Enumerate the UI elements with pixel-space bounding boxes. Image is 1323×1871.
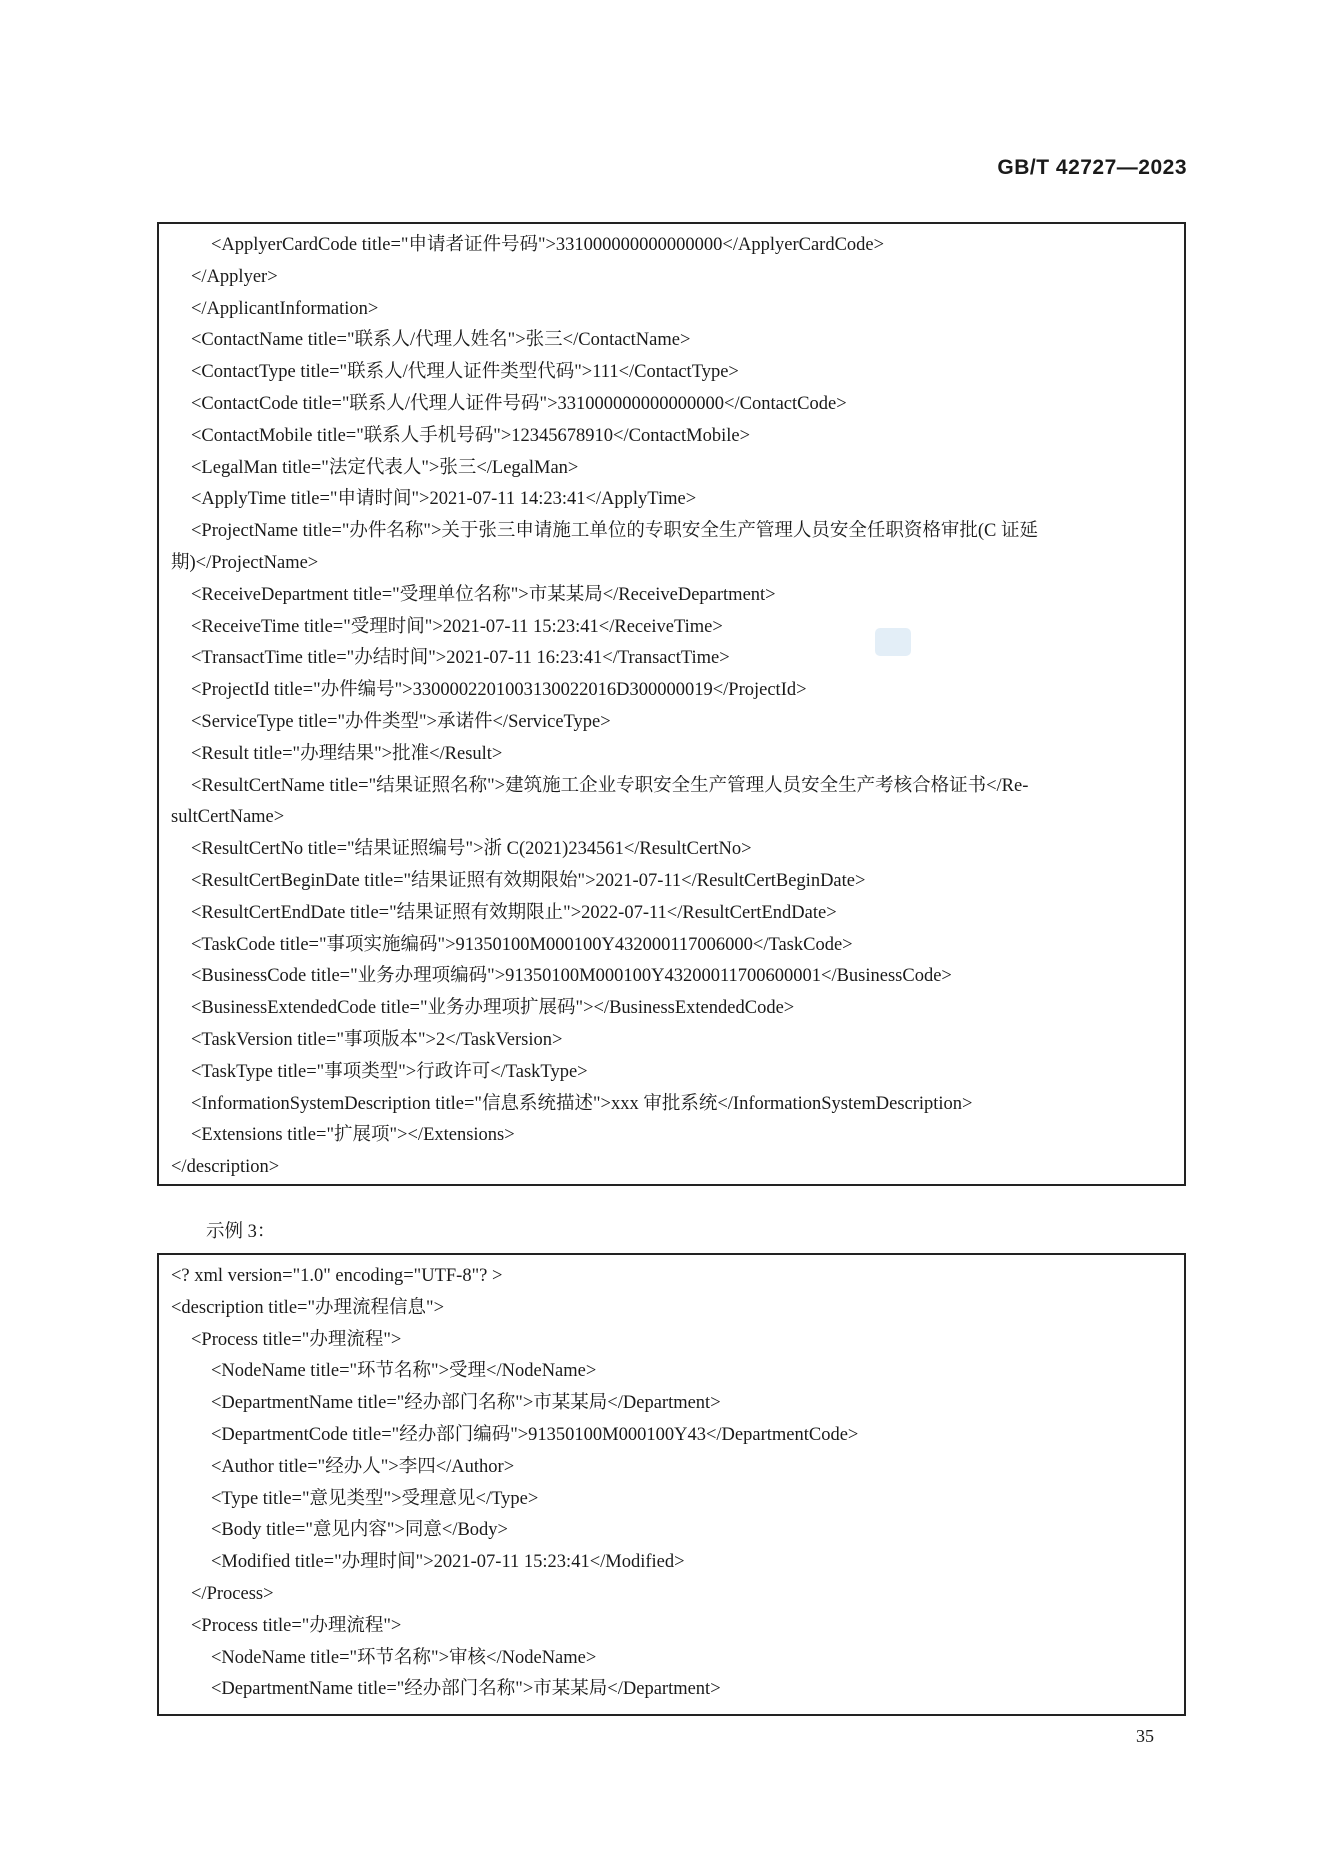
code-line: <Process title="办理流程"> bbox=[191, 1615, 402, 1636]
code-line: <ApplyerCardCode title="申请者证件号码">331000000000000000</ApplyerCardCode> bbox=[211, 235, 885, 255]
code-line: <ResultCertBeginDate title="结果证照有效期限始">2021-07-11</ResultCertBeginDate> bbox=[191, 870, 866, 891]
page-number: 35 bbox=[1136, 1726, 1154, 1746]
code-line: </Applyer> bbox=[191, 266, 278, 287]
code-line: <Process title="办理流程"> bbox=[191, 1329, 402, 1350]
code-line: </description> bbox=[171, 1157, 280, 1178]
code-line: <DepartmentName title="经办部门名称">市某某局</Department> bbox=[211, 1393, 721, 1414]
code-line: <TaskType title="事项类型">行政许可</TaskType> bbox=[191, 1061, 588, 1082]
code-line: <BusinessCode title="业务办理项编码">91350100M000100Y43200011700600001</BusinessCode> bbox=[191, 966, 952, 987]
code-line: <ProjectName title="办件名称">关于张三申请施工单位的专职安全生产管理人员安全任职资格审批(C 证延 bbox=[191, 521, 1039, 542]
code-line: <DepartmentName title="经办部门名称">市某某局</Department> bbox=[211, 1679, 721, 1700]
code-line: <ServiceType title="办件类型">承诺件</ServiceType> bbox=[191, 711, 611, 732]
code-line: <ReceiveTime title="受理时间">2021-07-11 15:23:41</ReceiveTime> bbox=[191, 616, 723, 637]
code-line: <description title="办理流程信息"> bbox=[171, 1297, 445, 1318]
code-line: <ResultCertNo title="结果证照编号">浙 C(2021)234561</ResultCertNo> bbox=[191, 839, 752, 860]
code-line: <Result title="办理结果">批准</Result> bbox=[191, 743, 503, 764]
standard-code-header: GB/T 42727—2023 bbox=[997, 156, 1187, 179]
code-line: <BusinessExtendedCode title="业务办理项扩展码"></BusinessExtendedCode> bbox=[191, 998, 795, 1019]
code-line: <Author title="经办人">李四</Author> bbox=[211, 1456, 515, 1477]
code-line: <? xml version="1.0" encoding="UTF-8"? > bbox=[171, 1266, 503, 1286]
code-line: </Process> bbox=[191, 1583, 274, 1604]
code-line: <Type title="意见类型">受理意见</Type> bbox=[211, 1488, 539, 1509]
code-line: <ResultCertName title="结果证照名称">建筑施工企业专职安全生产管理人员安全生产考核合格证书</Re- bbox=[191, 775, 1029, 796]
code-line: <ContactType title="联系人/代理人证件类型代码">111</ContactType> bbox=[191, 362, 739, 383]
code-line: <NodeName title="环节名称">受理</NodeName> bbox=[211, 1361, 597, 1382]
code-line: </ApplicantInformation> bbox=[191, 298, 379, 319]
code-line: <ReceiveDepartment title="受理单位名称">市某某局</ReceiveDepartment> bbox=[191, 584, 776, 605]
code-line: sultCertName> bbox=[171, 807, 285, 828]
code-line: <TaskVersion title="事项版本">2</TaskVersion> bbox=[191, 1029, 563, 1050]
code-line: <ContactCode title="联系人/代理人证件号码">331000000000000000</ContactCode> bbox=[191, 393, 847, 414]
code-line: <Body title="意见内容">同意</Body> bbox=[211, 1520, 508, 1541]
code-line: <LegalMan title="法定代表人">张三</LegalMan> bbox=[191, 457, 579, 478]
code-line: <Extensions title="扩展项"></Extensions> bbox=[191, 1125, 515, 1146]
xml-example-box-continued bbox=[157, 222, 1186, 1186]
code-line: <ApplyTime title="申请时间">2021-07-11 14:23:41</ApplyTime> bbox=[191, 489, 697, 510]
code-line: <Modified title="办理时间">2021-07-11 15:23:41</Modified> bbox=[211, 1552, 685, 1573]
code-line: 期)</ProjectName> bbox=[171, 552, 319, 573]
code-line: <TaskCode title="事项实施编码">91350100M000100Y432000117006000</TaskCode> bbox=[191, 934, 853, 955]
example-3-label: 示例 3： bbox=[206, 1222, 276, 1242]
code-line: <ProjectId title="办件编号">3300002201003130022016D300000019</ProjectId> bbox=[191, 680, 807, 701]
code-line: <ResultCertEndDate title="结果证照有效期限止">2022-07-11</ResultCertEndDate> bbox=[191, 902, 837, 923]
sac-watermark-logo bbox=[875, 628, 911, 656]
code-line: <NodeName title="环节名称">审核</NodeName> bbox=[211, 1647, 597, 1668]
xml-example-3-box bbox=[157, 1253, 1186, 1716]
code-line: <TransactTime title="办结时间">2021-07-11 16:23:41</TransactTime> bbox=[191, 648, 730, 669]
code-line: <ContactName title="联系人/代理人姓名">张三</ContactName> bbox=[191, 330, 691, 351]
code-line: <DepartmentCode title="经办部门编码">91350100M000100Y43</DepartmentCode> bbox=[211, 1424, 859, 1445]
code-line: <ContactMobile title="联系人手机号码">12345678910</ContactMobile> bbox=[191, 425, 751, 446]
code-line: <InformationSystemDescription title="信息系统描述">xxx 审批系统</InformationSystemDescription> bbox=[191, 1093, 973, 1114]
